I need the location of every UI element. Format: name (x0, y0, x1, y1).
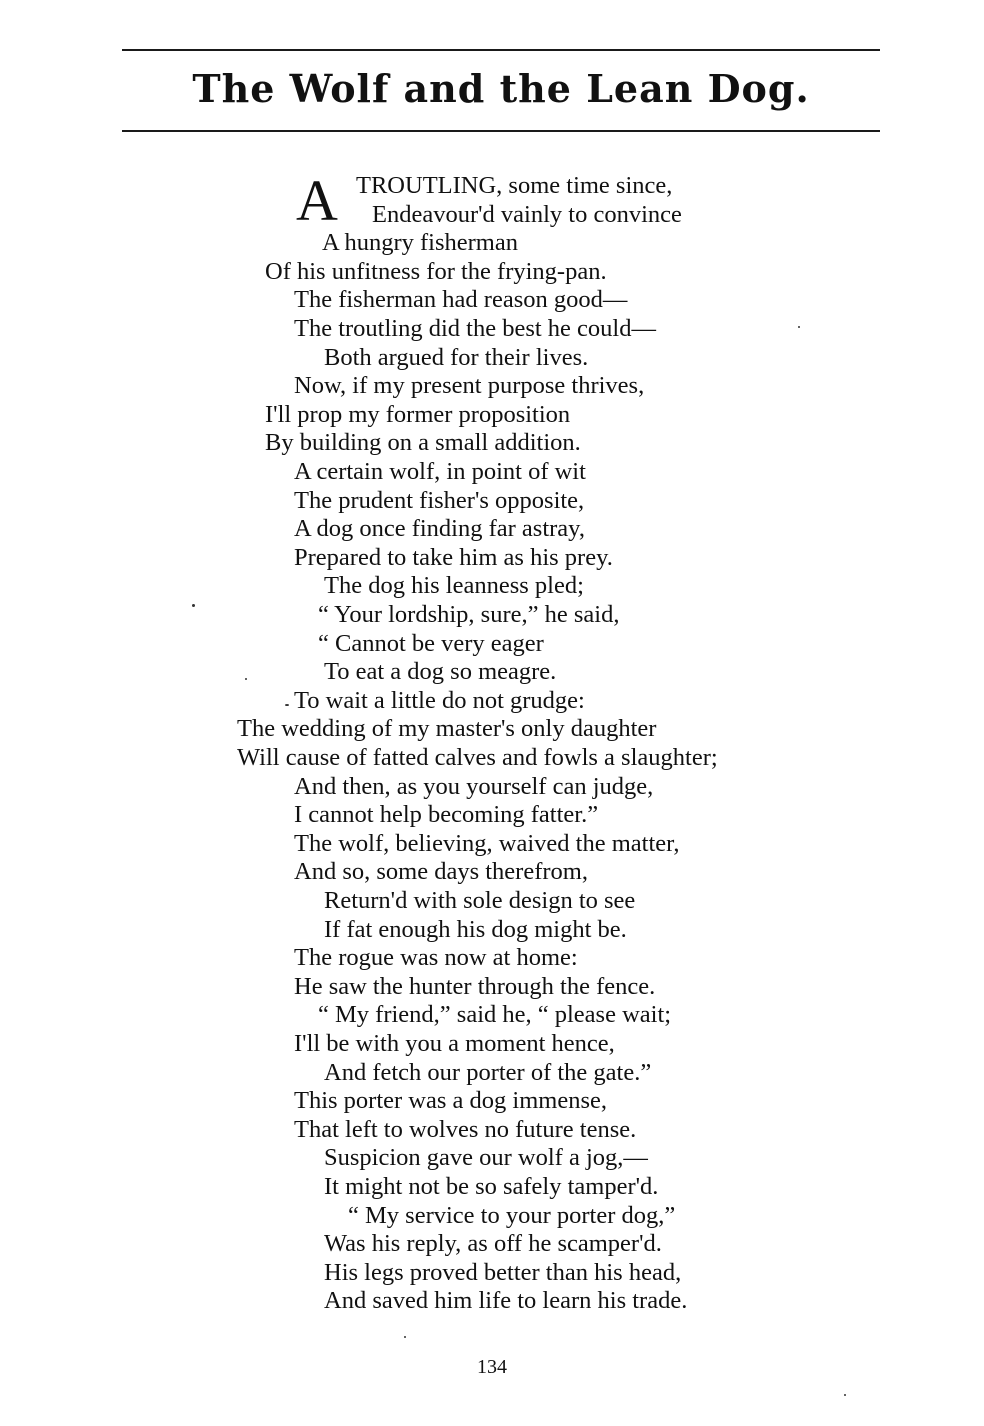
poem-line: Prepared to take him as his prey. (294, 543, 613, 571)
poem-line: I'll be with you a moment hence, (294, 1030, 615, 1057)
poem-line: Both argued for their lives. (324, 343, 589, 371)
poem-line: And then, as you yourself can judge, (294, 772, 654, 800)
poem-line: And saved him life to learn his trade. (324, 1287, 688, 1315)
poem-line: His legs proved better than his head, (324, 1258, 682, 1286)
poem-line: Will cause of fatted calves and fowls a slaughter; (237, 744, 718, 771)
poem-line: A hungry fisherman (322, 229, 518, 257)
poem-line: A certain wolf, in point of wit (294, 458, 586, 485)
poem-line: Return'd with sole design to see (324, 887, 636, 914)
poem-line: And so, some days therefrom, (294, 858, 588, 886)
poem-line: Endeavour'd vainly to convince (372, 200, 682, 228)
poem-line: To wait a little do not grudge: (294, 686, 585, 714)
scan-speck (404, 1336, 406, 1338)
poem-line: TROUTLING, some time since, (356, 172, 673, 199)
scan-speck (798, 326, 800, 328)
poem-line: To eat a dog so meagre. (324, 658, 557, 686)
page-title: The Wolf and the Lean Dog. (192, 66, 810, 111)
poem-line: The wedding of my master's only daughter (237, 715, 657, 743)
scan-speck (844, 1394, 846, 1396)
scan-speck (192, 604, 195, 607)
poem-line: That left to wolves no future tense. (294, 1115, 637, 1143)
poem-line: I'll prop my former proposition (265, 400, 571, 428)
page-number: 134 (477, 1356, 507, 1378)
poem-line: If fat enough his dog might be. (324, 915, 627, 943)
poem-line: The wolf, believing, waived the matter, (294, 829, 680, 857)
scan-speck (285, 704, 289, 706)
drop-cap: A (296, 168, 338, 233)
top-rule (122, 49, 880, 51)
poem-line: Suspicion gave our wolf a jog,— (324, 1144, 648, 1172)
poem-line: The prudent fisher's opposite, (294, 486, 585, 514)
poem-line: “ My service to your porter dog,” (348, 1201, 676, 1229)
poem-line: And fetch our porter of the gate.” (324, 1058, 652, 1086)
poem-line: The troutling did the best he could— (294, 315, 656, 342)
poem-line: A dog once finding far astray, (294, 515, 585, 543)
bottom-rule (122, 130, 880, 132)
poem-line: By building on a small addition. (265, 429, 581, 457)
poem-line: “ My friend,” said he, “ please wait; (318, 1001, 672, 1029)
poem-line: The rogue was now at home: (294, 944, 578, 972)
poem-line: I cannot help becoming fatter.” (294, 801, 599, 829)
poem-line: The fisherman had reason good— (294, 286, 628, 314)
poem-line: Of his unfitness for the frying-pan. (265, 257, 607, 285)
poem-line: “ Your lordship, sure,” he said, (318, 601, 620, 628)
poem-line: He saw the hunter through the fence. (294, 972, 656, 1000)
poem-line: This porter was a dog immense, (294, 1087, 607, 1115)
poem-line: “ Cannot be very eager (318, 629, 544, 657)
poem-line: Now, if my present purpose thrives, (294, 372, 645, 400)
poem-line: Was his reply, as off he scamper'd. (324, 1230, 662, 1258)
poem-line: The dog his leanness pled; (324, 572, 584, 600)
scan-speck (245, 678, 247, 680)
poem-line: It might not be so safely tamper'd. (324, 1173, 659, 1200)
